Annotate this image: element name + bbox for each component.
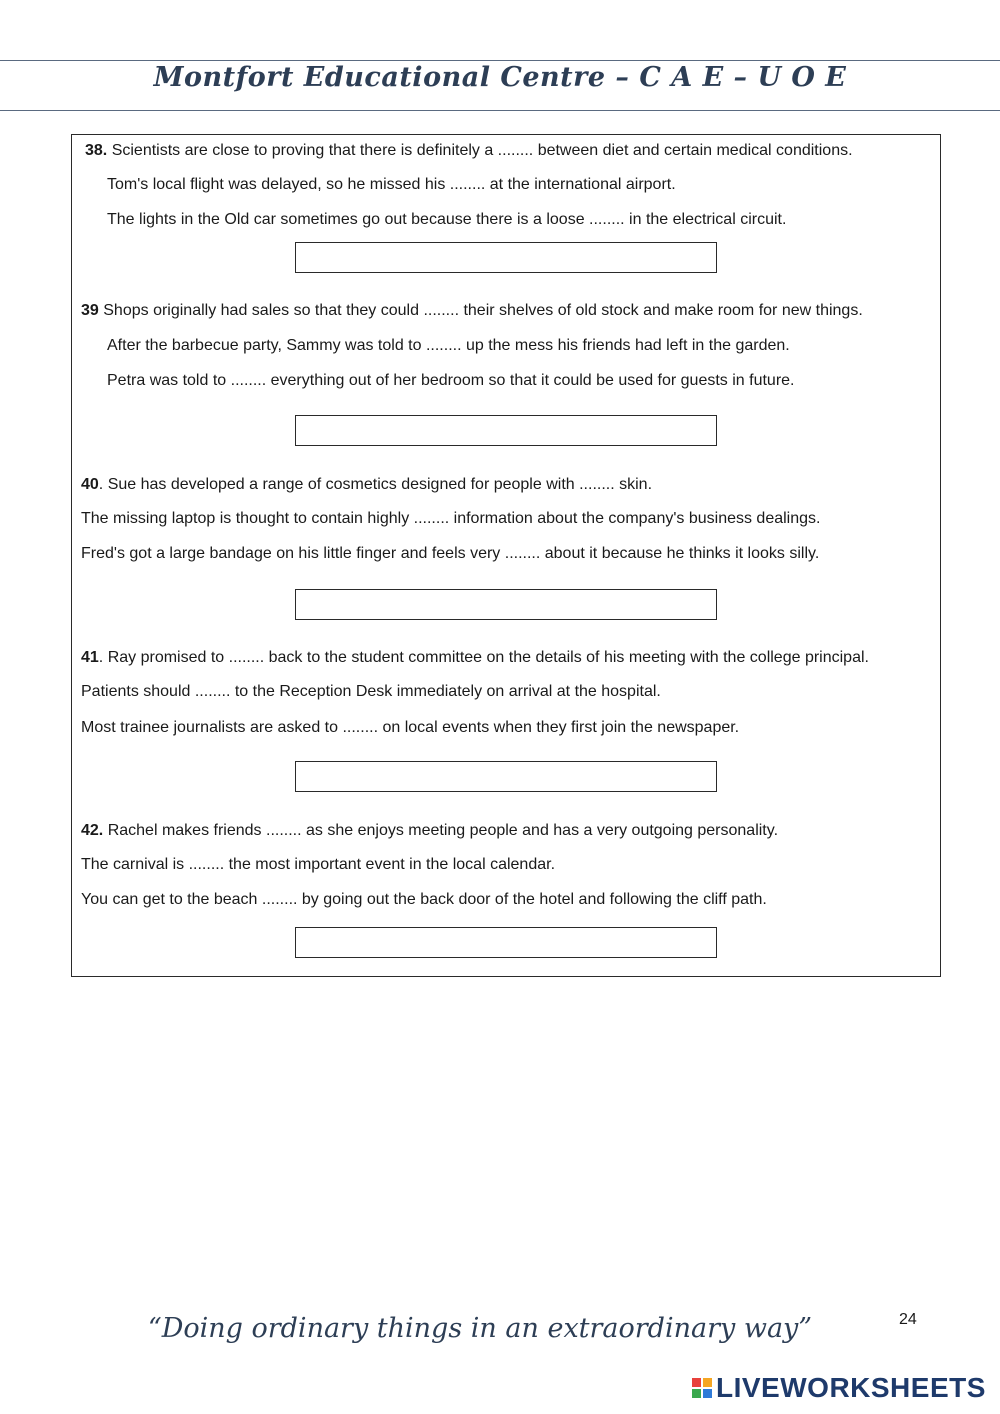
- question-text: Shops originally had sales so that they could ........ their shelves of old stock and make room for new things.: [103, 302, 863, 319]
- question-40-line-3: Fred's got a large bandage on his little finger and feels very ........ about it because he thinks it looks silly.: [81, 545, 820, 562]
- page-number: 24: [899, 1311, 917, 1328]
- question-38-line-3: The lights in the Old car sometimes go out because there is a loose ........ in the electrical circuit.: [107, 211, 787, 228]
- question-number: 40: [81, 476, 99, 493]
- answer-input-38[interactable]: [295, 242, 717, 273]
- header-rule-top: [0, 60, 1000, 61]
- question-42-line-3: You can get to the beach ........ by going out the back door of the hotel and following the cliff path.: [81, 891, 767, 908]
- question-number: 41: [81, 649, 99, 666]
- question-number: 38.: [85, 142, 108, 159]
- question-38-line-2: Tom's local flight was delayed, so he missed his ........ at the international airport.: [107, 176, 676, 193]
- question-text: . Ray promised to ........ back to the student committee on the details of his meeting with the college principal.: [98, 649, 869, 666]
- question-number: 42.: [81, 822, 104, 839]
- question-40-line-2: The missing laptop is thought to contain highly ........ information about the company's business dealings.: [81, 510, 821, 527]
- answer-input-41[interactable]: [295, 761, 717, 792]
- question-text: . Sue has developed a range of cosmetics designed for people with ........ skin.: [98, 476, 653, 493]
- header-rule-bottom: [0, 110, 1000, 111]
- question-42-line-1: [81, 821, 778, 841]
- logo-text: LIVEWORKSHEETS: [716, 1372, 986, 1403]
- answer-input-40[interactable]: [295, 589, 717, 620]
- question-41-line-2: Patients should ........ to the Reception Desk immediately on arrival at the hospital.: [81, 683, 661, 700]
- page-header-title: Montfort Educational Centre – C A E – U O E: [153, 62, 847, 93]
- question-38-line-1: [85, 141, 853, 161]
- question-39-line-3: Petra was told to ........ everything out of her bedroom so that it could be used for guests in future.: [107, 372, 795, 389]
- liveworksheets-logo[interactable]: [692, 1373, 986, 1403]
- answer-input-39[interactable]: [295, 415, 717, 446]
- question-39-line-2: After the barbecue party, Sammy was told to ........ up the mess his friends had left in the garden.: [107, 337, 790, 354]
- question-41-line-1: [81, 648, 869, 668]
- question-text: Scientists are close to proving that there is definitely a ........ between diet and certain medical conditions.: [111, 142, 853, 159]
- logo-cubes-icon: [692, 1378, 712, 1398]
- question-number: 39: [81, 302, 99, 319]
- question-42-line-2: The carnival is ........ the most important event in the local calendar.: [81, 856, 556, 873]
- answer-input-42[interactable]: [295, 927, 717, 958]
- question-39-line-1: [81, 301, 863, 321]
- question-40-line-1: [81, 475, 652, 495]
- footer-motto: “Doing ordinary things in an extraordinary way”: [147, 1313, 813, 1344]
- question-text: Rachel makes friends ........ as she enjoys meeting people and has a very outgoing personality.: [107, 822, 779, 839]
- question-41-line-3: Most trainee journalists are asked to ........ on local events when they first join the newspaper.: [81, 719, 740, 736]
